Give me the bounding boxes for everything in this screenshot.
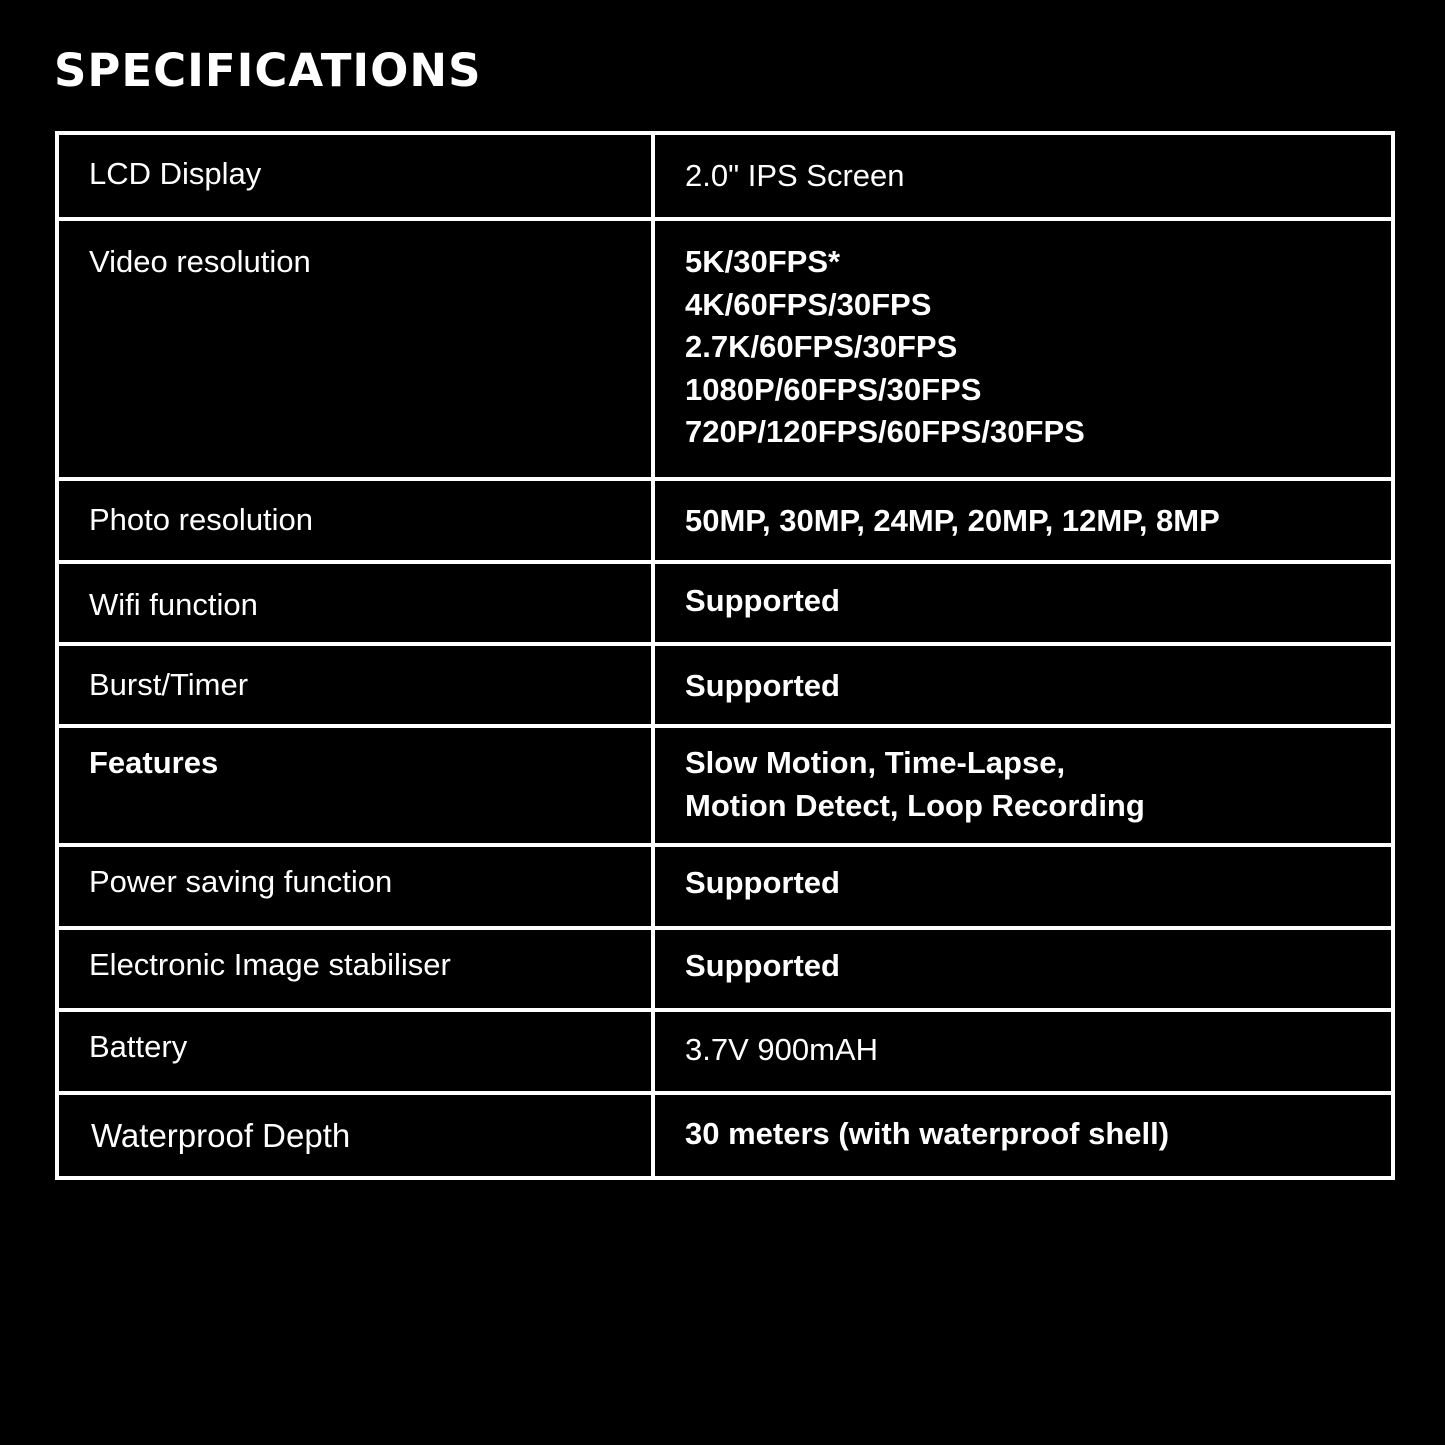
spec-value-cell <box>653 644 1393 726</box>
spec-value <box>655 135 1391 198</box>
spec-label: Video resolution <box>89 244 311 279</box>
spec-row-burst-timer <box>57 644 1393 726</box>
spec-value <box>655 1012 1391 1072</box>
spec-value-line: 5K/30FPS* <box>685 244 841 279</box>
spec-value-line: Supported <box>685 583 840 618</box>
spec-value-line: 2.0" IPS Screen <box>685 158 905 193</box>
spec-label: Wifi function <box>89 587 258 622</box>
spec-label: Burst/Timer <box>89 667 249 702</box>
spec-label-cell <box>57 133 653 219</box>
spec-row-electronic-image-stabiliser <box>57 928 1393 1010</box>
spec-value <box>655 221 1391 454</box>
spec-label-cell <box>57 1010 653 1093</box>
spec-label-cell <box>57 644 653 726</box>
spec-label-cell <box>57 479 653 562</box>
spec-label: Electronic Image stabiliser <box>89 947 451 982</box>
spec-label: LCD Display <box>89 156 262 191</box>
spec-row-features <box>57 726 1393 845</box>
spec-value-cell <box>653 845 1393 928</box>
specifications-table <box>55 131 1395 1180</box>
page-title: SPECIFICATIONS <box>54 44 482 97</box>
spec-label-cell <box>57 562 653 644</box>
spec-label: Waterproof Depth <box>91 1117 351 1154</box>
spec-value-cell <box>653 219 1393 479</box>
spec-value <box>655 930 1391 988</box>
spec-value-line: Motion Detect, Loop Recording <box>685 787 1145 823</box>
spec-value-cell <box>653 479 1393 562</box>
spec-value-cell <box>653 928 1393 1010</box>
spec-label-cell <box>57 219 653 479</box>
spec-value-line: 50MP, 30MP, 24MP, 20MP, 12MP, 8MP <box>685 503 1220 538</box>
spec-value-cell <box>653 1093 1393 1178</box>
spec-value-line: 720P/120FPS/60FPS/30FPS <box>685 414 1085 449</box>
spec-value-cell <box>653 133 1393 219</box>
spec-value <box>655 646 1391 708</box>
spec-row-power-saving-function <box>57 845 1393 928</box>
spec-label-cell <box>57 845 653 928</box>
spec-label: Features <box>89 745 219 780</box>
spec-value-line: Supported <box>685 948 840 983</box>
spec-value-line: Supported <box>685 865 840 900</box>
spec-value-cell <box>653 726 1393 845</box>
spec-row-photo-resolution <box>57 479 1393 562</box>
spec-row-lcd-display <box>57 133 1393 219</box>
spec-value-line: Supported <box>685 668 840 703</box>
spec-label: Battery <box>89 1029 188 1064</box>
spec-value-line: 2.7K/60FPS/30FPS <box>685 329 958 364</box>
spec-value <box>655 481 1391 543</box>
spec-value-line: 1080P/60FPS/30FPS <box>685 371 982 407</box>
spec-label-cell <box>57 1093 653 1178</box>
spec-value <box>655 728 1391 827</box>
spec-label: Photo resolution <box>89 502 314 537</box>
spec-value-line: 3.7V 900mAH <box>685 1032 878 1067</box>
spec-value-line: 4K/60FPS/30FPS <box>685 286 932 322</box>
spec-label: Power saving function <box>89 864 393 899</box>
spec-row-video-resolution <box>57 219 1393 479</box>
spec-row-waterproof-depth <box>57 1093 1393 1178</box>
spec-value <box>655 564 1391 623</box>
spec-value <box>655 1095 1391 1156</box>
spec-value <box>655 847 1391 905</box>
spec-label-cell <box>57 928 653 1010</box>
spec-label-cell <box>57 726 653 845</box>
spec-value-line: Slow Motion, Time-Lapse, <box>685 745 1066 780</box>
spec-value-cell <box>653 562 1393 644</box>
spec-row-battery <box>57 1010 1393 1093</box>
spec-value-cell <box>653 1010 1393 1093</box>
spec-row-wifi-function <box>57 562 1393 644</box>
spec-value-line: 30 meters (with waterproof shell) <box>685 1116 1170 1151</box>
